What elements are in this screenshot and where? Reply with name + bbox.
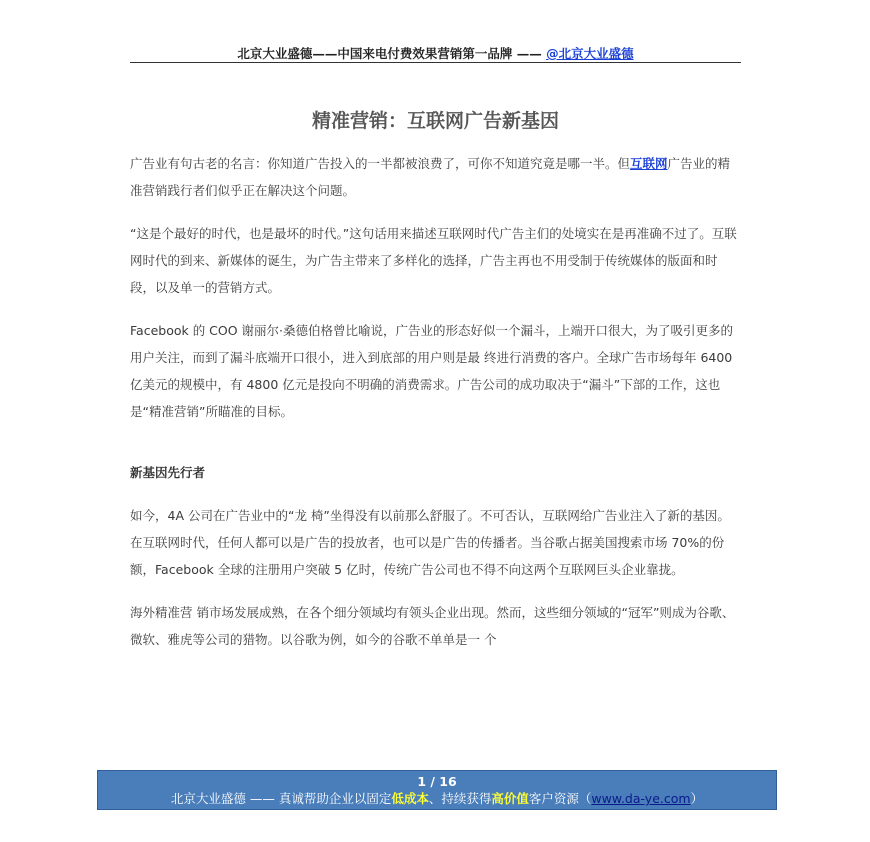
website-link[interactable]: www.da-ye.com xyxy=(591,791,691,806)
paragraph-text: 广告业的精准营销践行者们似乎正在解决这个问题。 xyxy=(130,156,731,198)
footer-text: 客户资源（ xyxy=(528,791,592,806)
header-text: 北京大业盛德——中国来电付费效果营销第一品牌 —— xyxy=(237,46,542,61)
page-footer xyxy=(97,770,777,810)
footer-text: 北京大业盛德 —— 真诚帮助企业以固定 xyxy=(170,791,392,806)
page-number: 1 / 16 xyxy=(417,774,457,789)
footer-slogan xyxy=(98,791,776,807)
page-title: 精准营销：互联网广告新基因 xyxy=(311,110,559,132)
article-body xyxy=(130,150,742,669)
highlight-high-value: 高价值 xyxy=(491,791,529,806)
internet-link[interactable]: 互联网 xyxy=(630,156,668,171)
section-heading: 新基因先行者 xyxy=(130,465,206,480)
header-link[interactable]: @北京大业盛德 xyxy=(546,46,634,61)
footer-text: ） xyxy=(690,791,704,806)
paragraph: 海外精准营 销市场发展成熟，在各个细分领域均有领头企业出现。然而，这些细分领域的“冠军”则成为谷歌、微软、雅虎等公司的猎物。以谷歌为例，如今的谷歌不单单是一 个 xyxy=(130,605,735,647)
highlight-low-cost: 低成本 xyxy=(391,791,429,806)
paragraph xyxy=(130,150,742,204)
page-header xyxy=(130,44,741,63)
paragraph: “这是个最好的时代，也是最坏的时代。”这句话用来描述互联网时代广告主们的处境实在是再准确不过了。互联网时代的到来、新媒体的诞生，为广告主带来了多样化的选择，广告主再也不用受制于传统媒体的版面和时段，以及单一的营销方式。 xyxy=(130,226,737,295)
paragraph: Facebook 的 COO 谢丽尔·桑德伯格曾比喻说，广告业的形态好似一个漏斗，上端开口很大，为了吸引更多的用户关注，而到了漏斗底端开口很小，进入到底部的用户则是最 终进行消费的客户。全球广告市场每年 6400 亿美元的规模中，有 4800 亿元是投向不明确的消费需求。广告公司的成功取决于“漏斗”下部的工作，这也是“精准营销”所瞄准的目标。 xyxy=(130,323,734,419)
paragraph-text: 广告业有句古老的名言：你知道广告投入的一半都被浪费了，可你不知道究竟是哪一半。但 xyxy=(130,156,631,171)
footer-text: 、持续获得 xyxy=(428,791,492,806)
paragraph: 如今，4A 公司在广告业中的“龙 椅”坐得没有以前那么舒服了。不可否认，互联网给广告业注入了新的基因。在互联网时代，任何人都可以是广告的投放者，也可以是广告的传播者。当谷歌占据美国搜索市场 70%的份额，Facebook 全球的注册用户突破 5 亿时，传统广告公司也不得不向这两个互联网巨头企业靠拢。 xyxy=(130,508,730,577)
